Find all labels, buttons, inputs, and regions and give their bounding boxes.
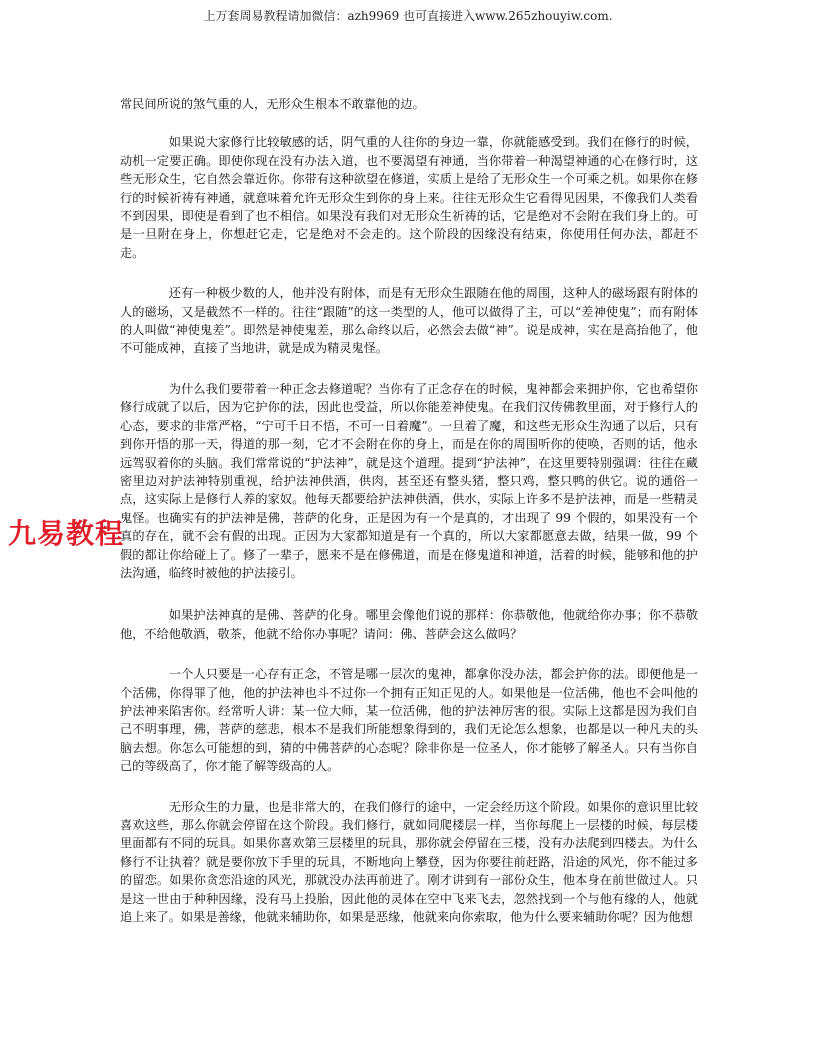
- watermark-logo: 九易教程: [8, 517, 125, 550]
- paragraph: 如果说大家修行比较敏感的话，阴气重的人往你的身边一靠，你就能感受到。我们在修行的时候，动机一定要正确。即使你现在没有办法入道，也不要渴望有神通，当你带着一种渴望神通的心在修行时，这些无形众生，它自然会靠近你。你带有这种欲望在修道，实质上是给了无形众生一个可乘之机。如果你在修行的时候祈祷有神通，就意味着允许无形众生到你的身上来。往往无形众生它看得见因果，不像我们人类看不到因果，即使是看到了也不相信。如果没有我们对无形众生祈祷的话，它是绝对不会附在我们身上的。可是一旦附在身上，你想赶它走，它是绝对不会走的。这个阶段的因缘没有结束，你使用任何办法，都赶不走。: [120, 135, 698, 260]
- paragraph: 还有一种极少数的人，他并没有附体，而是有无形众生跟随在他的周围，这种人的磁场跟有附体的人的磁场，又是截然不一样的。往往“跟随”的这一类型的人，他可以做得了主，可以“差神使鬼”；而有附体的人叫做“神使鬼差”。即然是神使鬼差，那么命终以后，必然会去做“神”。说是成神，实在是高抬他了，他不可能成神，直接了当地讲，就是成为精灵鬼怪。: [120, 286, 698, 356]
- paragraph: 为什么我们要带着一种正念去修道呢？当你有了正念存在的时候，鬼神都会来拥护你，它也希望你修行成就了以后，因为它护你的法，因此也受益，所以你能差神使鬼。在我们汉传佛教里面，对于修行人的心态，要求的非常严格，“宁可千日不悟，不可一日着魔”。一旦着了魔，和这些无形众生沟通了以后，只有到你开悟的那一天，得道的那一刻，它才不会附在你的身上，而是在你的周围听你的使唤，否则的话，他永远驾驭着你的头脑。我们常常说的“护法神”，就是这个道理。提到“护法神”，在这里要特别强调：往往在藏密里边对护法神特别重视，给护法神供酒，供肉，甚至还有整头猪，整只鸡，整只鸭的供它。说的通俗一点，这实际上是修行人养的家奴。他每天都要给护法神供酒，供水，实际上许多不是护法神，而是一些精灵鬼怪。也确实有的护法神是佛，菩萨的化身，正是因为有一个是真的，才出现了 99 个假的，如果没有一个真的存在，就不会有假的出现。正因为大家都知道是有一个真的，所以大家都愿意去做，结果一做，99 个假的都让你给碰上了。修了一辈子，愿来不是在修佛道，而是在修鬼道和神道，活着的时候，能够和他的护法沟通，临终时被他的护法接引。: [120, 381, 698, 580]
- paragraph: 无形众生的力量，也是非常大的，在我们修行的途中，一定会经历这个阶段。如果你的意识里比较喜欢这些，那么你就会停留在这个阶段。我们修行，就如同爬楼层一样，当你每爬上一层楼的时候，每层楼里面都有不同的玩具。如果你喜欢第三层楼里的玩具，那你就会停留在三楼，没有办法爬到四楼去。为什么修行不让执着？就是要你放下手里的玩具，不断地向上攀登，因为你要往前赶路，沿途的风光，你不能过多的留恋。如果你贪恋沿途的风光，那就没办法再前进了。刚才讲到有一部份众生，他本身在前世做过人。只是这一世由于种种因缘，没有马上投胎，因此他的灵体在空中飞来飞去，忽然找到一个与他有缘的人，他就追上来了。如果是善缘，他就来辅助你，如果是恶缘，他就来向你索取，他为什么要来辅助你呢？因为他想: [120, 799, 698, 925]
- paragraph: 一个人只要是一心存有正念，不管是哪一层次的鬼神，都拿你没办法，都会护你的法。即便他是一个活佛，你得罪了他，他的护法神也斗不过你一个拥有正知正见的人。如果他是一位活佛，他也不会叫他的护法神来陷害你。经常听人讲：某一位大师，某一位活佛，他的护法神厉害的很。实际上这都是因为我们自己不明事理，佛，菩萨的慈悲，根本不是我们所能想象得到的，我们无论怎么想象，也都是以一种凡夫的头脑去想。你怎么可能想的到，猜的中佛菩萨的心态呢？除非你是一位圣人，你才能够了解圣人。只有当你自己的等级高了，你才能了解等级高的人。: [120, 667, 698, 774]
- document-body: [120, 95, 698, 926]
- page-header: 上万套周易教程请加微信：azh9969 也可直接进入www.265zhouyiw.com.: [203, 9, 613, 23]
- paragraph: 如果护法神真的是佛、菩萨的化身。哪里会像他们说的那样：你恭敬他，他就给你办事；你不恭敬他，不给他敬酒，敬茶，他就不给你办事呢？请问：佛、菩萨会这么做吗？: [120, 608, 698, 641]
- paragraph-continuation: 常民间所说的煞气重的人，无形众生根本不敢靠他的边。: [120, 97, 425, 111]
